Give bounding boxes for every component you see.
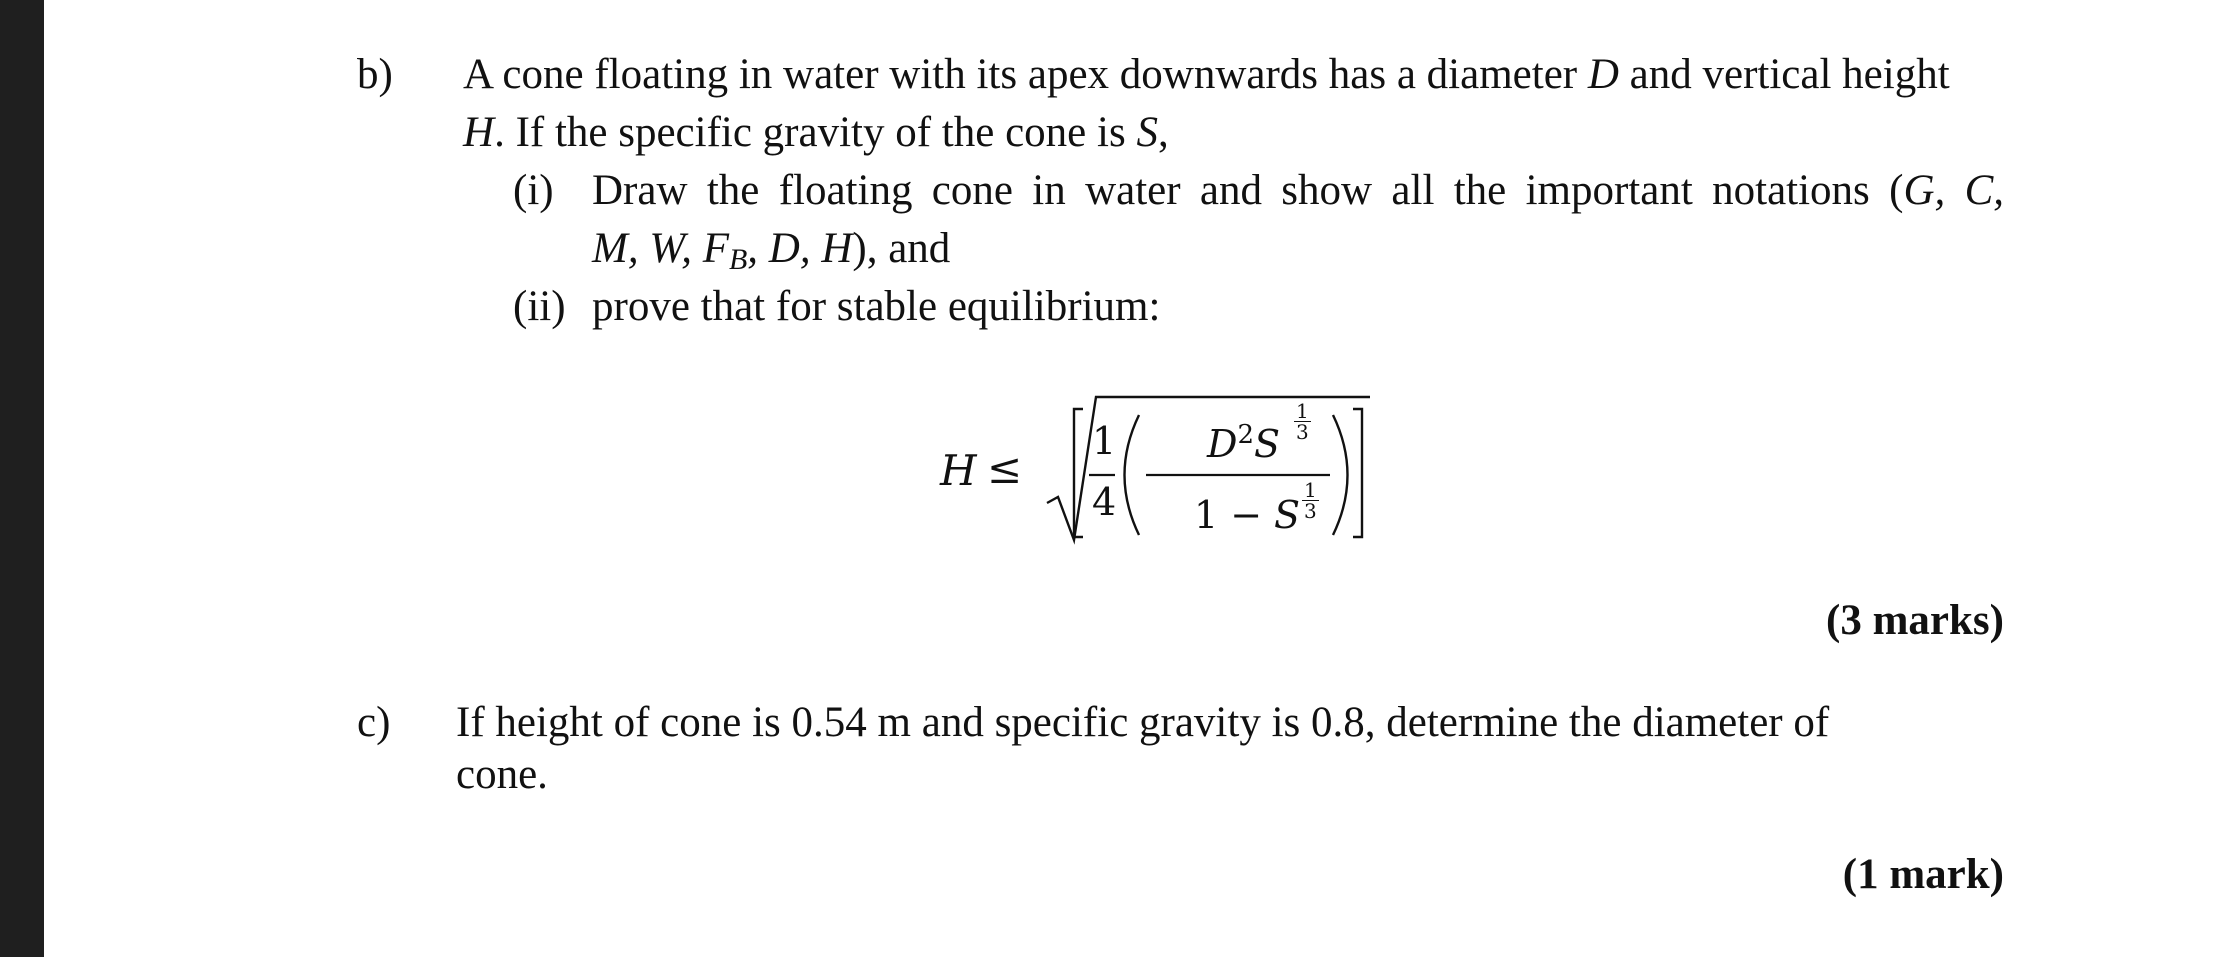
document-page xyxy=(44,0,2224,957)
part-c-line-1: If height of cone is 0.54 m and specific gravity is 0.8, determine the diameter of xyxy=(456,699,1830,746)
formula-coef-denominator: 4 xyxy=(1092,480,1117,524)
item-i-label: (i) xyxy=(513,167,554,214)
item-ii-label: (ii) xyxy=(513,283,566,330)
part-c-marks: (1 mark) xyxy=(1842,851,2004,898)
formula-numerator-exponent: 1 3 xyxy=(1296,399,1309,444)
formula-relation: ≤ xyxy=(987,444,1023,493)
part-c-line-2: cone. xyxy=(456,751,548,798)
part-b-marks: (3 marks) xyxy=(1826,597,2004,644)
formula-numerator: $D^2S$ xyxy=(1207,420,1281,466)
part-b-label: b) xyxy=(357,51,393,98)
formula-denominator: 1 − S xyxy=(1194,493,1301,537)
item-i-line-1: Draw the floating cone in water and show all the important notations (G, C, xyxy=(592,167,2005,214)
formula-coef-numerator: 1 xyxy=(1092,419,1117,463)
left-dark-strip xyxy=(0,0,44,957)
part-c-label: c) xyxy=(357,699,391,746)
formula-lhs-h: H xyxy=(940,446,977,495)
formula-denominator-exponent: 1 3 xyxy=(1304,478,1317,523)
part-b-line-1: A cone floating in water with its apex downwards has a diameter D and vertical height xyxy=(463,51,1950,98)
item-i-line-2: M, W, $F_B$, D, H), and xyxy=(592,225,951,276)
part-b-line-2: H. If the specific gravity of the cone is S, xyxy=(463,109,1169,156)
item-ii-text: prove that for stable equilibrium: xyxy=(592,283,1161,330)
